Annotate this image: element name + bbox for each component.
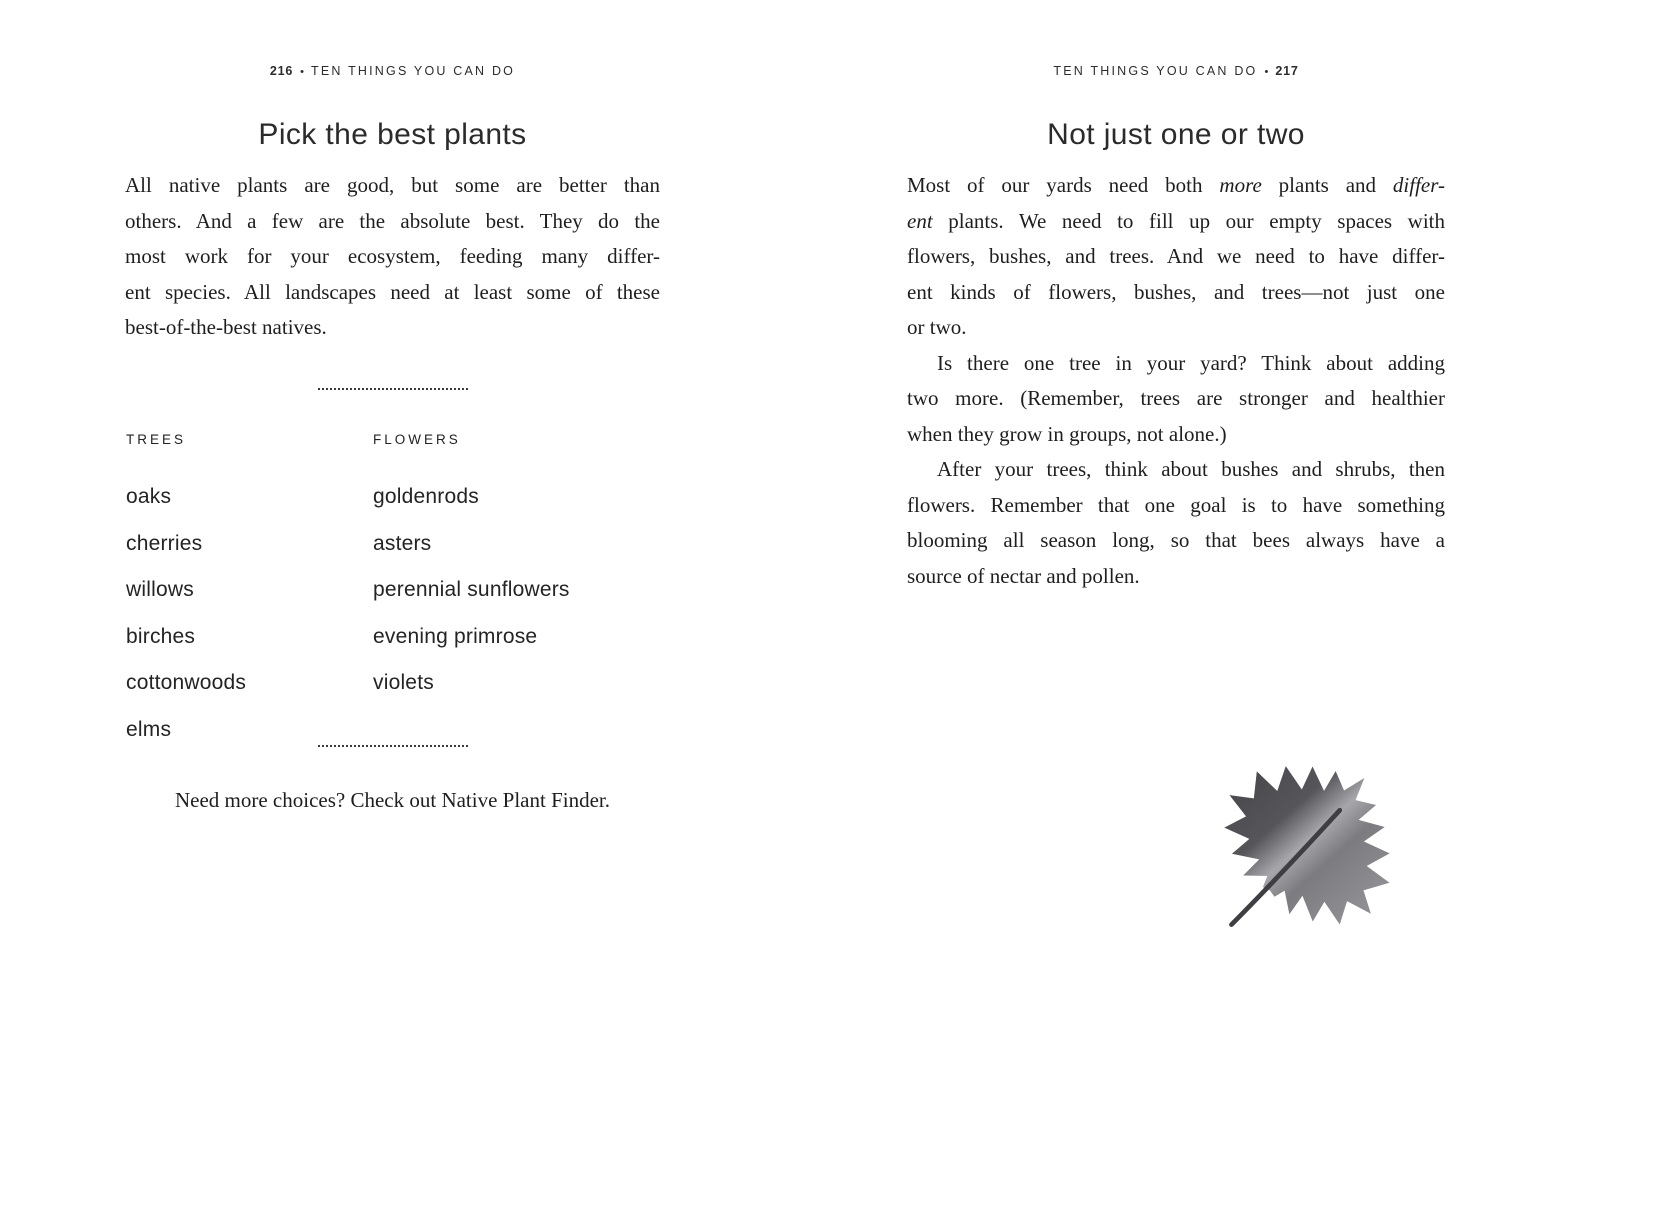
plant-list-item: willows	[126, 578, 194, 601]
body-line	[125, 204, 660, 240]
maple-leaf-svg	[1184, 744, 1420, 970]
plant-list-item: goldenrods	[373, 485, 479, 508]
body-text	[125, 168, 660, 346]
text-run: After your trees, think about bushes and shrubs, then	[937, 457, 1445, 481]
plant-list-table	[126, 432, 660, 753]
body-line	[907, 346, 1445, 382]
book-page-right	[831, 0, 1662, 1224]
body-line	[907, 239, 1445, 275]
trees-list	[126, 474, 373, 753]
text-run: plants and	[1261, 173, 1393, 197]
body-text	[907, 168, 1445, 594]
body-line	[907, 275, 1445, 311]
trees-column	[126, 432, 373, 753]
running-head-title: TEN THINGS YOU CAN DO	[311, 64, 516, 78]
plant-list-item: cottonwoods	[126, 671, 247, 694]
body-line	[907, 488, 1445, 524]
text-run: ent kinds of flowers, bushes, and trees—not just one	[907, 279, 1445, 304]
running-head-right	[907, 64, 1445, 78]
emphasized-text: differ-	[1392, 173, 1445, 197]
body-line	[907, 559, 1445, 595]
text-run: Is there one tree in your yard? Think about adding	[937, 350, 1445, 375]
dotted-divider	[318, 745, 468, 747]
plant-list-item: perennial sunflowers	[373, 578, 570, 601]
text-run: when they grow in groups, not alone.)	[907, 421, 1227, 446]
body-line	[125, 310, 660, 346]
body-line	[907, 310, 1445, 346]
page-number: 216	[269, 64, 294, 78]
text-run: most work for your ecosystem, feeding many differ-	[125, 244, 660, 268]
running-head-title: TEN THINGS YOU CAN DO	[1053, 64, 1258, 78]
section-heading: Pick the best plants	[258, 118, 527, 151]
text-run: source of nectar and pollen.	[907, 563, 1140, 588]
plant-list-item: evening primrose	[373, 624, 538, 648]
body-line	[125, 168, 660, 204]
flowers-list	[373, 474, 660, 707]
body-line	[907, 452, 1445, 488]
emphasized-text: more	[1219, 173, 1262, 197]
left-text-column	[125, 0, 660, 1224]
running-head-left	[125, 64, 660, 78]
text-run: Most of our yards need both	[907, 173, 1220, 197]
body-line	[125, 275, 660, 311]
plant-list-item: violets	[373, 671, 434, 694]
text-run: plants. We need to fill up our empty spaces with	[932, 208, 1445, 233]
body-line	[907, 417, 1445, 453]
body-line	[125, 239, 660, 275]
text-run: blooming all season long, so that bees always have a	[907, 528, 1445, 552]
text-run: ent species. All landscapes need at least some of these	[125, 279, 660, 304]
emphasized-text: ent	[907, 208, 933, 233]
text-run: best-of-the-best natives.	[125, 315, 327, 339]
plant-list-item: oaks	[126, 485, 172, 508]
plant-list-item: elms	[126, 717, 172, 741]
right-text-column	[907, 0, 1445, 1224]
text-run: two more. (Remember, trees are stronger and healthier	[907, 386, 1445, 410]
flowers-column	[373, 432, 660, 753]
text-run: flowers, bushes, and trees. And we need to have differ-	[907, 244, 1445, 268]
maple-leaf-illustration	[1184, 744, 1420, 970]
plant-list-item: birches	[126, 624, 196, 648]
body-line	[907, 523, 1445, 559]
plant-list-item: asters	[373, 531, 432, 555]
maple-leaf-shape	[1184, 744, 1420, 970]
section-heading: Not just one or two	[1047, 118, 1305, 151]
page-number: 217	[1275, 64, 1299, 78]
bullet-separator-icon: •	[300, 66, 305, 78]
flowers-column-label: FLOWERS	[373, 432, 461, 447]
body-line	[907, 168, 1445, 204]
text-run: flowers. Remember that one goal is to have something	[907, 492, 1445, 517]
dotted-divider	[318, 388, 468, 390]
text-run: others. And a few are the absolute best. They do the	[125, 208, 660, 233]
plant-list-item: cherries	[126, 531, 203, 555]
text-run: or two.	[907, 315, 967, 339]
body-line	[907, 381, 1445, 417]
text-run: All native plants are good, but some are better than	[125, 173, 660, 197]
body-line	[907, 204, 1445, 240]
trees-column-label: TREES	[126, 432, 187, 447]
bullet-separator-icon: •	[1264, 66, 1269, 78]
footnote-text: Need more choices? Check out Native Plant Finder.	[174, 788, 611, 812]
